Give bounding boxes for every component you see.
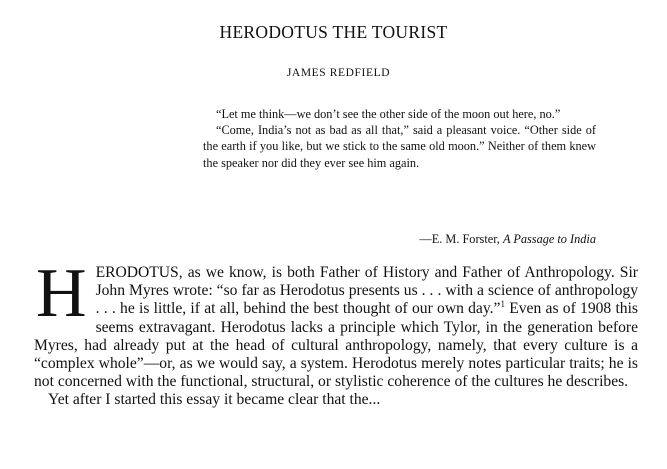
footnote-ref[interactable]: 1: [500, 299, 505, 310]
body-text-part1: , as we know, is both Father of History and Father of Anthropology. Sir John Myres wrote: “so far as Herodotus presents us . . . with a science of anthropology . . . he is little, if at all, behind the best thought of our own day.”: [95, 264, 638, 318]
first-word-rest: ERODOTUS: [95, 264, 179, 281]
epigraph: [203, 106, 596, 171]
attribution-work: A Passage to India: [502, 232, 596, 246]
attribution-author: —E. M. Forster,: [419, 232, 503, 246]
body-text: [34, 255, 638, 410]
body-paragraph-2: Yet after I started this essay it became clear that the...: [48, 391, 381, 409]
body-paragraph-1: [34, 255, 638, 391]
body-text-part2: Even as of 1908 this seems extravagant. Herodotus lacks a principle which Tylor, in the generation before Myres, had already put at the head of cultural anthropology, namely, that every culture is a “complex whole”—or, as we would say, a system. Herodotus merely notes particular traits; he is not concerned with the functional, structural, or stylistic coherence of the cultures he describes.: [34, 300, 638, 391]
article-title: HERODOTUS THE TOURIST: [219, 22, 448, 42]
article-author: JAMES REDFIELD: [286, 67, 391, 79]
epigraph-paragraph-2: “Come, India’s not as bad as all that,” said a pleasant voice. “Other side of the earth if you like, but we stick to the same old moon.” Neither of them knew the speaker nor did they ever see him again.: [203, 123, 596, 170]
epigraph-attribution: [419, 232, 596, 247]
drop-cap: H: [36, 255, 87, 332]
epigraph-paragraph-1: “Let me think—we don’t see the other side of the moon out here, no.”: [216, 107, 561, 121]
